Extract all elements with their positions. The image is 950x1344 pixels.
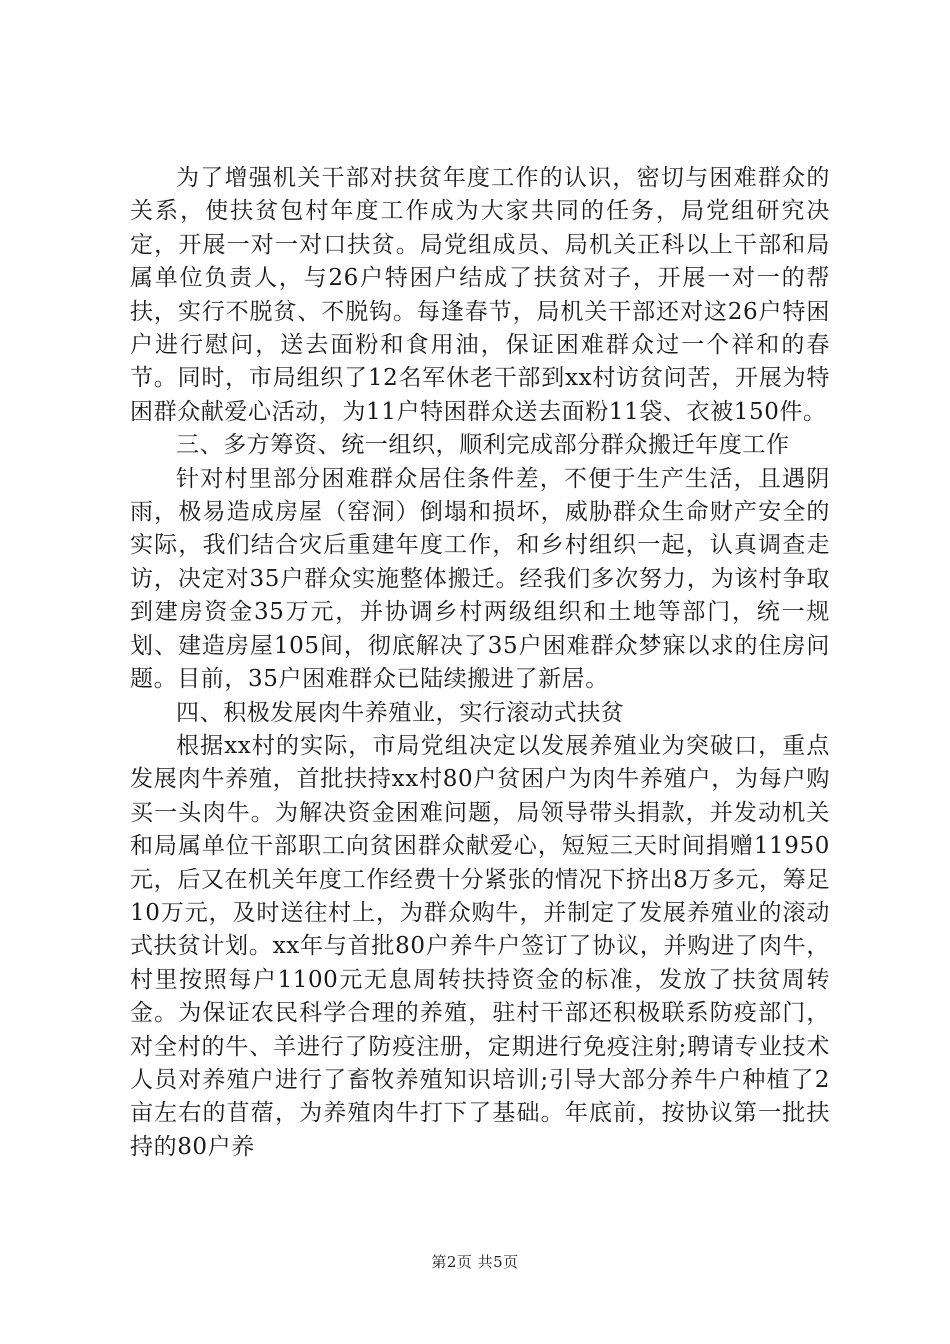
document-page [130,162,830,1164]
paragraph-relocation: 针对村里部分困难群众居住条件差，不便于生产生活，且遇阴雨，极易造成房屋（窑洞）倒塌和损坏，威胁群众生命财产安全的实际，我们结合灾后重建年度工作，和乡村组织一起，认真调查走访，决定对35户群众实施整体搬迁。经我们多次努力，为该村争取到建房资金35万元，并协调乡村两级组织和土地等部门，统一规划、建造房屋105间，彻底解决了35户困难群众梦寐以求的住房问题。目前，35户困难群众已陆续搬进了新居。 [130,465,830,693]
paragraph-cattle-farming: 根据xx村的实际，市局党组决定以发展养殖业为突破口，重点发展肉牛养殖，首批扶持xx村80户贫困户为肉牛养殖户，为每户购买一头肉牛。为解决资金困难问题，局领导带头捐款，并发动机关和局属单位干部职工向贫困群众献爱心，短短三天时间捐赠11950元，后又在机关年度工作经费十分紧张的情况下挤出8万多元，筹足10万元，及时送往村上，为群众购牛，并制定了发展养殖业的滚动式扶贫计划。xx年与首批80户养牛户签订了协议，并购进了肉牛，村里按照每户1100元无息周转扶持资金的标准，发放了扶贫周转金。为保证农民科学合理的养殖，驻村干部还积极联系防疫部门，对全村的牛、羊进行了防疫注册，定期进行免疫注射;聘请专业技术人员对养殖户进行了畜牧养殖知识培训;引导大部分养牛户种植了2亩左右的苜蓿，为养殖肉牛打下了基础。年底前，按协议第一批扶持的80户养 [130,732,830,1160]
section-heading-cattle-farming: 四、积极发展肉牛养殖业，实行滚动式扶贫 [176,699,625,726]
paragraph-paired-assistance: 为了增强机关干部对扶贫年度工作的认识，密切与困难群众的关系，使扶贫包村年度工作成为大家共同的任务，局党组研究决定，开展一对一对口扶贫。局党组成员、局机关正科以上干部和局属单位负责人，与26户特困户结成了扶贫对子，开展一对一的帮扶，实行不脱贫、不脱钩。每逢春节，局机关干部还对这26户特困户进行慰问，送去面粉和食用油，保证困难群众过一个祥和的春节。同时，市局组织了12名军休老干部到xx村访贫问苦，开展为特困群众献爱心活动，为11户特困群众送去面粉11袋、衣被150件。 [130,165,830,425]
page-number-footer: 第2页 共5页 [431,1253,519,1271]
section-heading-relocation: 三、多方筹资、统一组织，顺利完成部分群众搬迁年度工作 [176,432,790,459]
